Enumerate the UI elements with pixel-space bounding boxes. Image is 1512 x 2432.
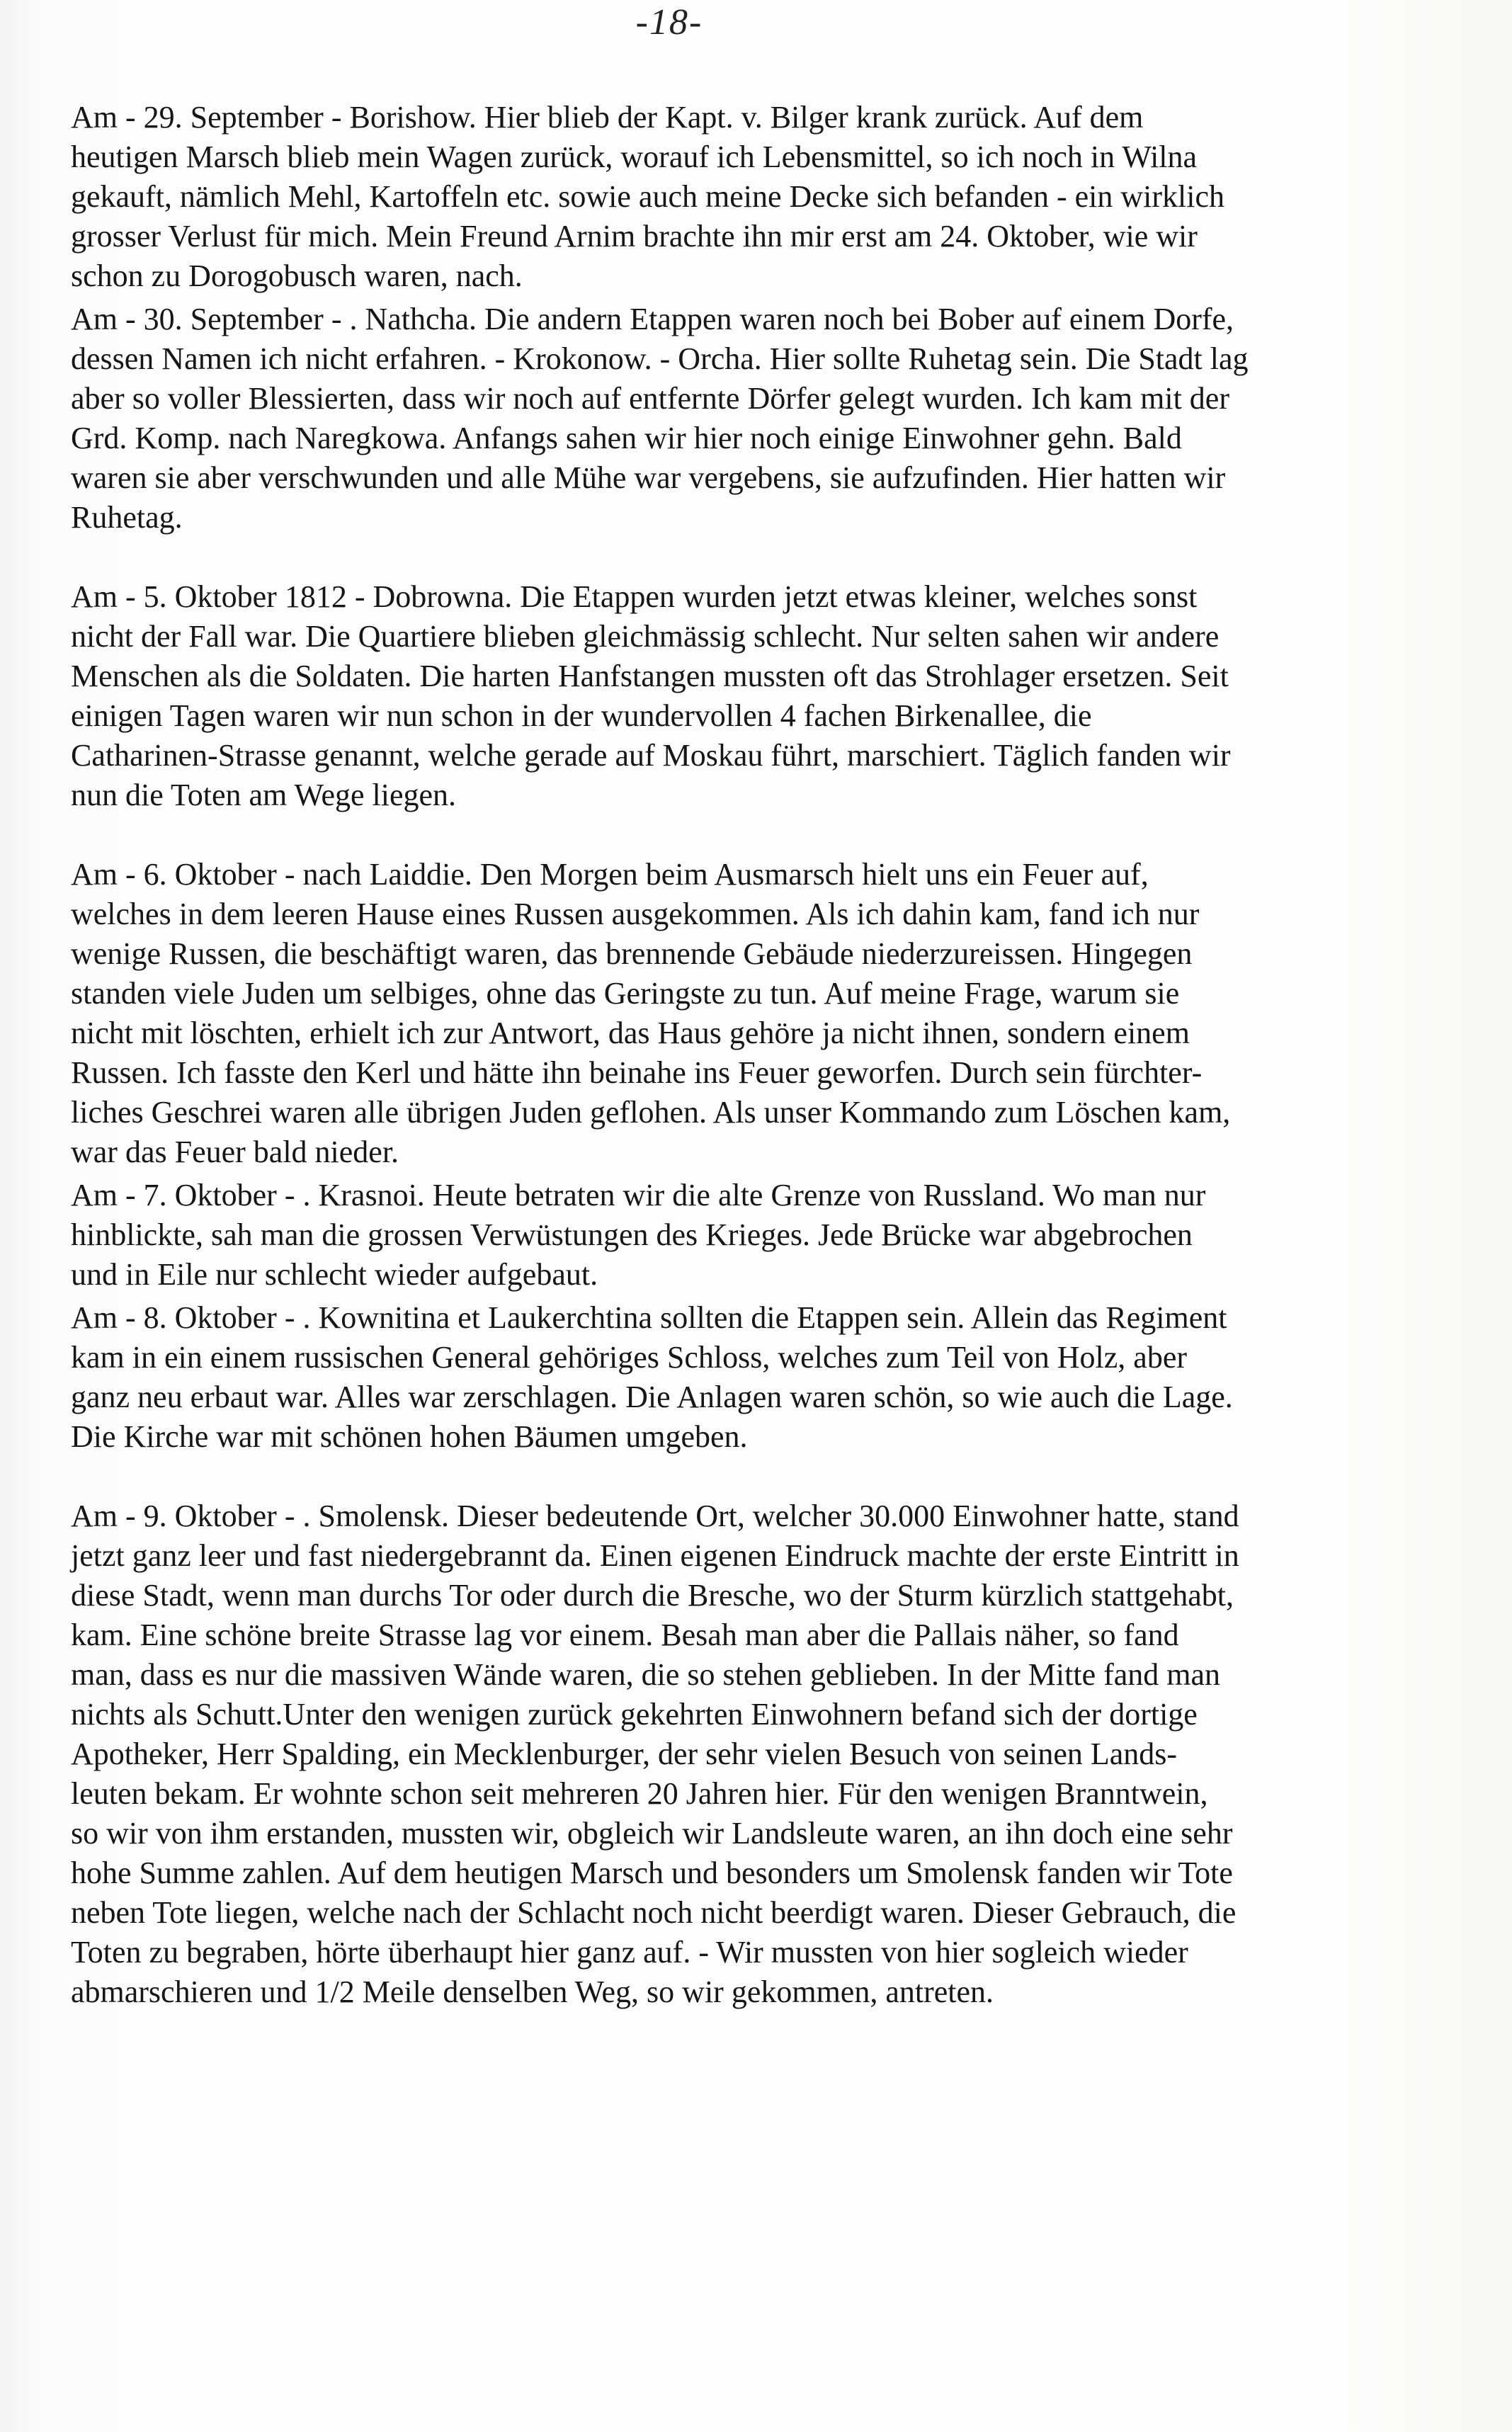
text-line: hohe Summe zahlen. Auf dem heutigen Marsch und besonders um Smolensk fanden wir Tote xyxy=(71,1856,1233,1890)
text-line: Ruhetag. xyxy=(71,500,183,535)
text-line: leuten bekam. Er wohnte schon seit mehreren 20 Jahren hier. Für den wenigen Branntwein, xyxy=(71,1776,1208,1811)
text-line: nun die Toten am Wege liegen. xyxy=(71,778,457,812)
text-line: Grd. Komp. nach Naregkowa. Anfangs sahen wir hier noch einige Einwohner gehn. Bald xyxy=(71,421,1182,455)
text-line: Am - 29. September - Borishow. Hier blieb der Kapt. v. Bilger krank zurück. Auf dem xyxy=(71,100,1144,135)
page-number: -18- xyxy=(635,2,703,42)
text-line: nicht mit löschten, erhielt ich zur Antwort, das Haus gehöre ja nicht ihnen, sondern einem xyxy=(71,1016,1190,1050)
text-line: Am - 7. Oktober - . Krasnoi. Heute betraten wir die alte Grenze von Russland. Wo man nur xyxy=(71,1178,1206,1212)
text-line: nicht der Fall war. Die Quartiere blieben gleichmässig schlecht. Nur selten sahen wir andere xyxy=(71,619,1220,654)
entry-7-oktober xyxy=(71,1176,1480,1295)
text-line: Am - 6. Oktober - nach Laiddie. Den Morgen beim Ausmarsch hielt uns ein Feuer auf, xyxy=(71,857,1149,892)
text-line: welches in dem leeren Hause eines Russen ausgekommen. Als ich dahin kam, fand ich nur xyxy=(71,897,1200,931)
text-line: Catharinen-Strasse genannt, welche gerade auf Moskau führt, marschiert. Täglich fanden wir xyxy=(71,738,1231,773)
text-line: aber so voller Blessierten, dass wir noch auf entfernte Dörfer gelegt wurden. Ich kam mit der xyxy=(71,381,1229,416)
text-line: Am - 9. Oktober - . Smolensk. Dieser bedeutende Ort, welcher 30.000 Einwohner hatte, stand xyxy=(71,1499,1239,1533)
text-line: Am - 5. Oktober 1812 - Dobrowna. Die Etappen wurden jetzt etwas kleiner, welches sonst xyxy=(71,579,1198,614)
text-line: einigen Tagen waren wir nun schon in der wundervollen 4 fachen Birkenallee, die xyxy=(71,698,1092,733)
text-line: standen viele Juden um selbiges, ohne das Geringste zu tun. Auf meine Frage, warum sie xyxy=(71,976,1180,1011)
text-line: dessen Namen ich nicht erfahren. - Krokonow. - Orcha. Hier sollte Ruhetag sein. Die Stadt lag xyxy=(71,341,1249,376)
text-line: kam in ein einem russischen General gehöriges Schloss, welches zum Teil von Holz, aber xyxy=(71,1340,1188,1375)
text-line: ganz neu erbaut war. Alles war zerschlagen. Die Anlagen waren schön, so wie auch die Lage. xyxy=(71,1380,1233,1414)
text-line: grosser Verlust für mich. Mein Freund Arnim brachte ihn mir erst am 24. Oktober, wie wir xyxy=(71,219,1198,254)
text-line: heutigen Marsch blieb mein Wagen zurück, worauf ich Lebensmittel, so ich noch in Wilna xyxy=(71,140,1198,174)
text-line: liches Geschrei waren alle übrigen Juden geflohen. Als unser Kommando zum Löschen kam, xyxy=(71,1095,1231,1130)
text-line: kam. Eine schöne breite Strasse lag vor einem. Besah man aber die Pallais näher, so fand xyxy=(71,1618,1179,1652)
text-line: Apotheker, Herr Spalding, ein Mecklenburger, der sehr vielen Besuch von seinen Lands- xyxy=(71,1737,1178,1771)
text-line: gekauft, nämlich Mehl, Kartoffeln etc. sowie auch meine Decke sich befanden - ein wirklich xyxy=(71,179,1225,214)
text-line: und in Eile nur schlecht wieder aufgebaut. xyxy=(71,1257,598,1292)
entry-5-oktober xyxy=(71,577,1480,815)
entry-30-september xyxy=(71,300,1480,538)
text-line: man, dass es nur die massiven Wände waren, die so stehen geblieben. In der Mitte fand man xyxy=(71,1657,1221,1692)
entry-29-september xyxy=(71,98,1480,296)
text-line: wenige Russen, die beschäftigt waren, das brennende Gebäude niederzureissen. Hingegen xyxy=(71,936,1193,971)
text-line: jetzt ganz leer und fast niedergebrannt da. Einen eigenen Eindruck machte der erste Eintritt in xyxy=(71,1538,1239,1573)
text-line: diese Stadt, wenn man durchs Tor oder durch die Bresche, wo der Sturm kürzlich stattgehabt, xyxy=(71,1578,1234,1613)
diary-text xyxy=(71,98,1480,2012)
text-line: schon zu Dorogobusch waren, nach. xyxy=(71,258,523,293)
text-line: neben Tote liegen, welche nach der Schlacht noch nicht beerdigt waren. Dieser Gebrauch, die xyxy=(71,1895,1237,1930)
text-line: nichts als Schutt.Unter den wenigen zurück gekehrten Einwohnern befand sich der dortige xyxy=(71,1697,1198,1732)
text-line: hinblickte, sah man die grossen Verwüstungen des Krieges. Jede Brücke war abgebrochen xyxy=(71,1217,1193,1252)
text-line: waren sie aber verschwunden und alle Mühe war vergebens, sie aufzufinden. Hier hatten wir xyxy=(71,460,1226,495)
text-line: Menschen als die Soldaten. Die harten Hanfstangen mussten oft das Strohlager ersetzen. Seit xyxy=(71,659,1229,693)
text-line: abmarschieren und 1/2 Meile denselben Weg, so wir gekommen, antreten. xyxy=(71,1974,994,2009)
entry-6-oktober xyxy=(71,855,1480,1172)
text-line: Am - 8. Oktober - . Kownitina et Laukerchtina sollten die Etappen sein. Allein das Regiment xyxy=(71,1300,1227,1335)
entry-9-oktober xyxy=(71,1496,1480,2012)
text-line: Die Kirche war mit schönen hohen Bäumen umgeben. xyxy=(71,1419,748,1454)
text-line: Russen. Ich fasste den Kerl und hätte ihn beinahe ins Feuer geworfen. Durch sein fürchter- xyxy=(71,1055,1203,1090)
entry-8-oktober xyxy=(71,1298,1480,1457)
text-line: Toten zu begraben, hörte überhaupt hier ganz auf. - Wir mussten von hier sogleich wieder xyxy=(71,1935,1188,1970)
text-line: so wir von ihm erstanden, mussten wir, obgleich wir Landsleute waren, an ihn doch eine sehr xyxy=(71,1816,1233,1851)
text-line: war das Feuer bald nieder. xyxy=(71,1135,399,1169)
text-line: Am - 30. September - . Nathcha. Die andern Etappen waren noch bei Bober auf einem Dorfe, xyxy=(71,302,1234,336)
